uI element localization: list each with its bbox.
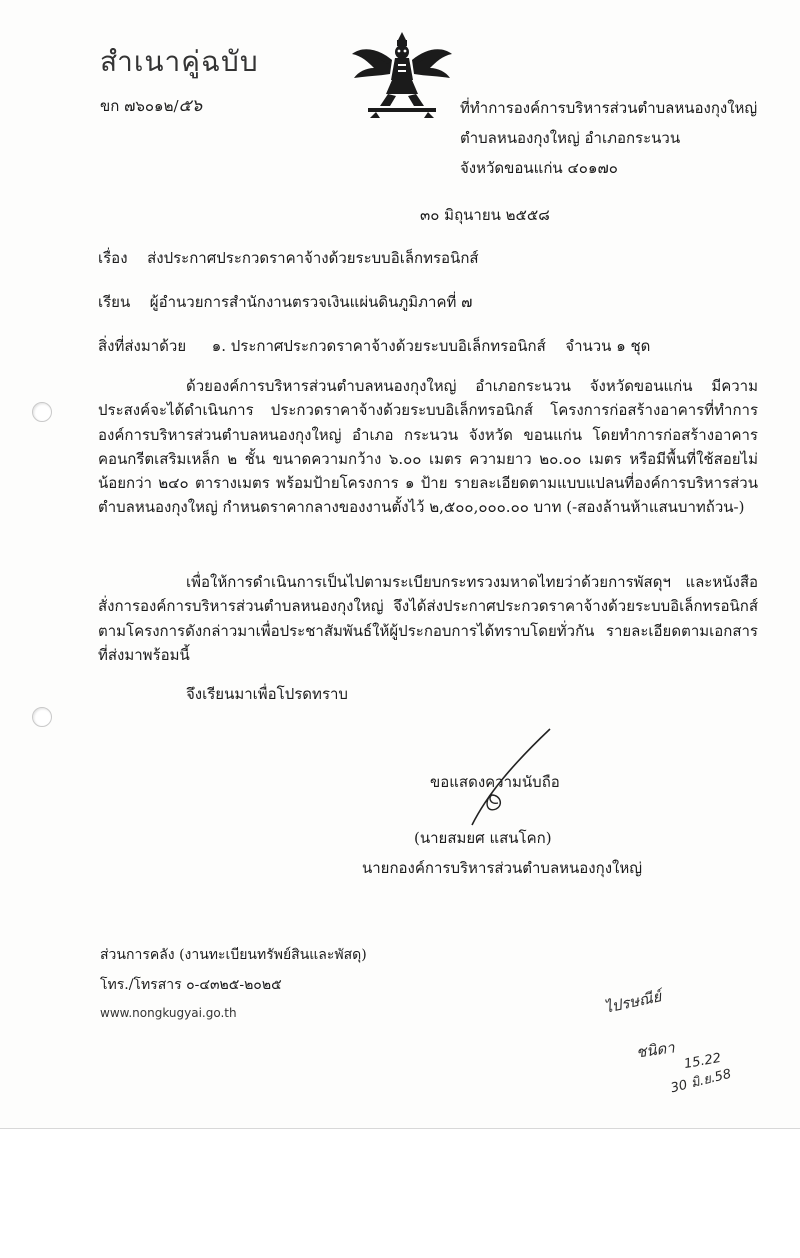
recipient-row bbox=[98, 290, 472, 314]
handwritten-note-2: ชนิดา bbox=[634, 1038, 676, 1062]
body-paragraph-2-text: เพื่อให้การดำเนินการเป็นไปตามระเบียบกระทรวงมหาดไทยว่าด้วยการพัสดุฯ และหนังสือสั่งการองค์การบริหารส่วนตำบลหนองกุงใหญ่ จึงได้ส่งประกาศประกวดราคาจ้างด้วยระบบอิเล็กทรอนิกส์ตามโครงการดังกล่าวมาเพื่อประชาสัมพันธ์ให้ผู้ประกอบการได้ทราบโดยทั่วกัน รายละเอียดตามเอกสารที่ส่งมาพร้อมนี้ bbox=[98, 573, 758, 664]
regards-line: ขอแสดงความนับถือ bbox=[430, 773, 560, 791]
letter-date: ๓๐ มิถุนายน ๒๕๕๘ bbox=[420, 206, 550, 224]
handwritten-signature bbox=[352, 725, 562, 830]
document-number bbox=[100, 92, 202, 119]
closing-line: จึงเรียนมาเพื่อโปรดทราบ bbox=[186, 685, 348, 703]
body-paragraph-1-text: ด้วยองค์การบริหารส่วนตำบลหนองกุงใหญ่ อำเภอกระนวน จังหวัดขอนแก่น มีความประสงค์จะได้ดำเนินการ ประกวดราคาจ้างด้วยระบบอิเล็กทรอนิกส์ โครงการก่อสร้างอาคารที่ทำการองค์การบริหารส่วนตำบลหนองกุงใหญ่ อำเภอ กระนวน จังหวัด ขอนแก่น โดยทำการก่อสร้างอาคารคอนกรีตเสริมเหล็ก ๒ ชั้น ขนาดความกว้าง ๖.๐๐ เมตร ความยาว ๒๐.๐๐ เมตร หรือมีพื้นที่ใช้สอยไม่น้อยกว่า ๒๔๐ ตารางเมตร พร้อมป้ายโครงการ ๑ ป้าย รายละเอียดตามแบบแปลนที่องค์การบริหารส่วนตำบลหนองกุงใหญ่ กำหนดราคากลางของงานตั้งไว้ ๒,๕๐๐,๐๐๐.๐๐ บาท (-สองล้านห้าแสนบาทถ้วน-) bbox=[98, 377, 758, 517]
subject-label: เรื่อง bbox=[98, 249, 128, 267]
body-paragraph-2 bbox=[98, 570, 758, 667]
sender-address-line-1: ที่ทำการองค์การบริหารส่วนตำบลหนองกุงใหญ่ bbox=[460, 99, 758, 117]
sender-address-line-2: ตำบลหนองกุงใหญ่ อำเภอกระนวน bbox=[460, 129, 681, 147]
handwritten-note-1: ไปรษณีย์ bbox=[602, 987, 663, 1017]
signer-position: นายกองค์การบริหารส่วนตำบลหนองกุงใหญ่ bbox=[362, 859, 643, 877]
signer-name: (นายสมยศ แสนโคก) bbox=[414, 829, 552, 847]
enclosure-row bbox=[98, 334, 650, 358]
punch-hole-bottom bbox=[32, 707, 52, 727]
body-paragraph-1 bbox=[98, 374, 758, 520]
footer-website: www.nongkugyai.go.th bbox=[100, 1006, 237, 1020]
enclosure-text: ๑. ประกาศประกวดราคาจ้างด้วยระบบอิเล็กทรอนิกส์ bbox=[211, 337, 546, 355]
sender-address-line-3: จังหวัดขอนแก่น ๔๐๑๗๐ bbox=[460, 159, 618, 177]
copy-stamp: สำเนาคู่ฉบับ bbox=[100, 45, 259, 78]
handwritten-time: 15.22 bbox=[682, 1050, 723, 1073]
document-number-handwritten: ๕๖ bbox=[178, 96, 203, 116]
recipient-text: ผู้อำนวยการสำนักงานตรวจเงินแผ่นดินภูมิภาคที่ ๗ bbox=[149, 293, 473, 311]
enclosure-label: สิ่งที่ส่งมาด้วย bbox=[98, 337, 187, 355]
subject-row bbox=[98, 246, 479, 270]
recipient-label: เรียน bbox=[98, 293, 131, 311]
punch-hole-top bbox=[32, 402, 52, 422]
footer-department: ส่วนการคลัง (งานทะเบียนทรัพย์สินและพัสดุ) bbox=[100, 947, 367, 963]
blank-page-area bbox=[0, 1128, 800, 1258]
enclosure-quantity: จำนวน ๑ ชุด bbox=[565, 337, 651, 355]
subject-text: ส่งประกาศประกวดราคาจ้างด้วยระบบอิเล็กทรอนิกส์ bbox=[147, 249, 479, 267]
garuda-emblem-icon bbox=[348, 28, 456, 118]
handwritten-date: 30 มิ.ย.58 bbox=[669, 1066, 733, 1097]
document-number-prefix: ขก ๗๖๐๑๒/ bbox=[100, 97, 179, 115]
footer-phone: โทร./โทรสาร ๐-๔๓๒๕-๒๐๒๕ bbox=[100, 977, 282, 993]
